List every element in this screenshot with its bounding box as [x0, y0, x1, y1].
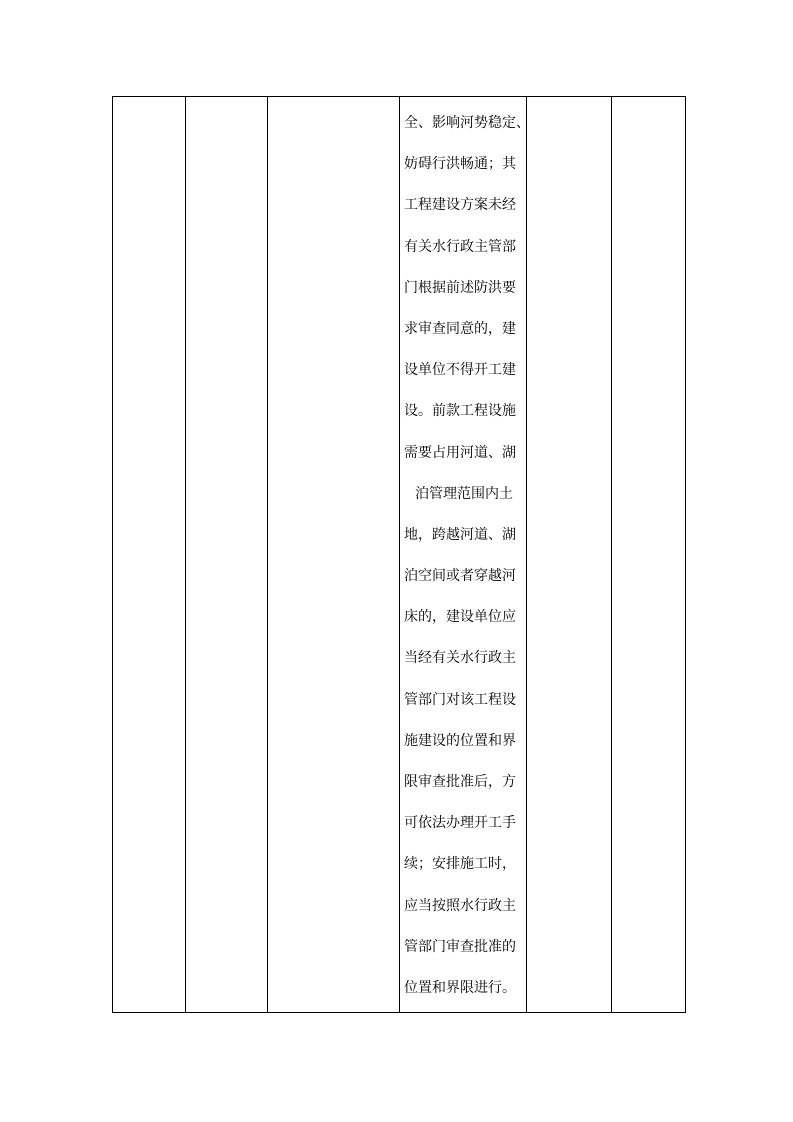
text-line: 限审查批准后，方 — [404, 774, 516, 790]
text-line: 求审查同意的，建 — [404, 320, 516, 337]
table-row — [113, 97, 686, 1013]
text-line: 妨碍行洪畅通；其 — [404, 156, 516, 173]
document-table — [112, 96, 686, 1013]
text-line: 位置和界限进行。 — [404, 979, 516, 996]
table-cell-content — [400, 97, 530, 1013]
text-line: 管部门对该工程设 — [404, 691, 516, 708]
text-line: 全、影响河势稳定、 — [404, 115, 530, 131]
text-line: 泊空间或者穿越河 — [404, 568, 516, 585]
text-line: 地，跨越河道、湖 — [404, 526, 516, 543]
text-line: 工程建设方案未经 — [404, 197, 516, 214]
text-line: 应当按照水行政主 — [404, 897, 516, 914]
text-line: 床的，建设单位应 — [404, 609, 516, 626]
text-line: 设。前款工程设施 — [404, 403, 516, 420]
text-line: 可依法办理开工手 — [404, 815, 516, 832]
table-cell-1 — [113, 97, 186, 1013]
cell-text-block — [400, 97, 530, 1009]
table-cell-2 — [186, 97, 268, 1013]
text-line: 设单位不得开工建 — [404, 362, 516, 379]
text-line: 续；安排施工时， — [404, 856, 516, 873]
text-line: 泊管理范围内土 — [415, 485, 513, 502]
text-line: 有关水行政主管部 — [404, 238, 516, 255]
text-line: 管部门审查批准的 — [404, 938, 516, 955]
table-cell-5 — [527, 97, 612, 1013]
text-line: 当经有关水行政主 — [404, 650, 516, 667]
text-line: 施建设的位置和界 — [404, 732, 516, 749]
table-cell-3 — [268, 97, 400, 1013]
table-cell-6 — [612, 97, 686, 1013]
text-line: 门根据前述防洪要 — [404, 279, 516, 296]
text-line: 需要占用河道、湖 — [404, 444, 516, 461]
